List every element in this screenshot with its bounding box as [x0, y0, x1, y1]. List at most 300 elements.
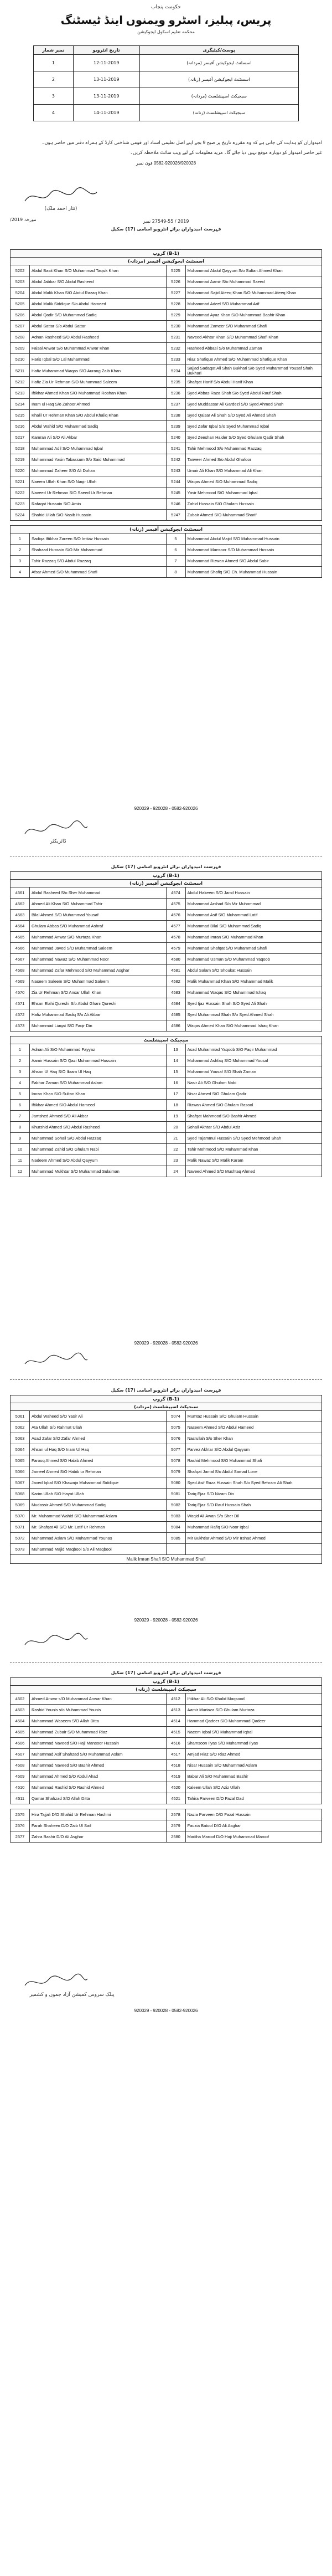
sub-category-label: اسسٹنٹ ایجوکیشن آفیسر (زنانہ)	[10, 525, 322, 533]
notice-ref	[10, 219, 322, 232]
candidate-row	[11, 1716, 322, 1727]
roll-number: 5206	[11, 310, 30, 321]
candidate-name: Nazia Parveen D/O Fazal Hussain	[185, 1809, 322, 1820]
candidate-name: Parvez Akhtar S/O Abdul Qayyum	[185, 1444, 322, 1455]
candidate-name: Umair Ali Khan S/O Muhammad Ali Khan	[185, 465, 322, 476]
roll-number: 4562	[11, 899, 30, 910]
roll-number: 5217	[11, 432, 30, 443]
candidate-name: Abdul Rasheed S/o Sher Muhammad	[30, 887, 167, 899]
group-label: (B-1) گروپ	[10, 871, 322, 879]
category-label: سبجیکٹ اسپیشلسٹ (زنانہ)	[10, 1685, 322, 1693]
candidate-name: Muhammad Imran S/O Muhammad Khan	[185, 932, 322, 943]
roll-number: 3	[11, 556, 30, 567]
roll-number: 5230	[166, 321, 185, 332]
roll-number: 5075	[166, 1422, 185, 1433]
candidate-row	[11, 932, 322, 943]
roll-number: 4565	[11, 932, 30, 943]
candidate-name: Naseem Ahmed S/O Abdul Hameed	[185, 1422, 322, 1433]
roll-number: 4569	[11, 976, 30, 987]
schedule-no: 1	[34, 55, 74, 71]
candidate-row	[11, 1771, 322, 1782]
roll-number: 5077	[166, 1444, 185, 1455]
candidate-name: Tahira Parveen D/O Fazal Dad	[185, 1793, 322, 1804]
candidate-name	[185, 1544, 322, 1555]
schedule-row	[34, 105, 299, 121]
schedule-date: 14-11-2019	[73, 105, 139, 121]
schedule-row	[34, 71, 299, 88]
roll-number: 4514	[166, 1716, 185, 1727]
roll-number: 13	[166, 1044, 185, 1055]
candidate-name: Ahsan ul Haq S/O Inam Ul Haq	[30, 1444, 167, 1455]
roll-number: 5235	[166, 377, 185, 388]
candidate-row	[11, 1433, 322, 1444]
roll-number: 4506	[11, 1738, 30, 1749]
candidate-name: Syed Qaisar Ali Shah S/O Syed Ali Ahmed Shah	[185, 410, 322, 421]
roll-number: 4576	[166, 910, 185, 921]
roll-number: 4586	[166, 1020, 185, 1032]
candidate-name: Muhammad Asif Shahzad S/O Muhammad Aslam	[30, 1749, 167, 1760]
roll-number: 4515	[166, 1727, 185, 1738]
candidate-name: Muhammad Mukhtar S/O Muhammad Sulaiman	[30, 1166, 167, 1177]
candidate-name: Syed Zafar Iqbal S/o Syed Muhammad Iqbal	[185, 421, 322, 432]
candidate-row	[11, 1411, 322, 1422]
candidate-name: Iftikhar Ahmed S/O Abdul Hameed	[30, 1100, 167, 1111]
roll-number: 4509	[11, 1771, 30, 1782]
signature-designation: ڈائریکٹر	[50, 839, 66, 844]
candidate-row	[11, 454, 322, 465]
candidate-name: Muhammad Bilal S/O Muhammad Sadiq	[185, 921, 322, 932]
candidate-row	[11, 276, 322, 288]
candidate-row	[11, 545, 322, 556]
sub-title: محکمہ تعلیم اسکول ایجوکیشن	[137, 29, 195, 34]
roll-number: 5071	[11, 1522, 30, 1533]
roll-number: 5068	[11, 1489, 30, 1500]
candidate-name: Mudassir Ahmed S/O Muhammad Sadiq	[30, 1500, 167, 1511]
candidate-name: Waqas Ahmed Khan S/O Muhammad Ishaq Khan	[185, 1020, 322, 1032]
schedule-post: سبجیکٹ اسپیشلسٹ (زنانہ)	[139, 105, 298, 121]
candidate-row	[11, 1793, 322, 1804]
schedule-post: اسسٹنٹ ایجوکیشن آفیسر (زنانہ)	[139, 71, 298, 88]
candidate-row	[11, 1444, 322, 1455]
candidate-name: Yasir Mehmood S/O Muhammad Iqbal	[185, 488, 322, 499]
schedule-post: اسسٹنٹ ایجوکیشن آفیسر (مردانہ)	[139, 55, 298, 71]
roll-number: 5246	[166, 499, 185, 510]
schedule-date: 12-11-2019	[73, 55, 139, 71]
candidate-name: Tanveer Ahmed S/o Abdul Ghafoor	[185, 454, 322, 465]
schedule-no: 2	[34, 71, 74, 88]
roll-number: 10	[11, 1144, 30, 1155]
notice-body	[10, 138, 322, 166]
candidate-name: Sajjad Sadaqat Ali Shah Bukhari S/o Syed Muhammad Yousaf Shah Bukhari	[185, 365, 322, 377]
candidate-name: Abdul Sattar S/o Abdul Sattar	[30, 321, 167, 332]
candidate-name: Kaleem Ullah S/O Aziz Ullah	[185, 1782, 322, 1793]
roll-number: 5232	[166, 343, 185, 354]
candidate-name: Abdul Qadir S/O Muhammad Sadiq	[30, 310, 167, 321]
roll-number: 4574	[166, 887, 185, 899]
candidate-name: Shafqat Hanif S/o Abdul Hanif Khan	[185, 377, 322, 388]
candidate-row	[11, 533, 322, 545]
roll-number: 5082	[166, 1500, 185, 1511]
roll-number: 5072	[11, 1533, 30, 1544]
candidate-row	[11, 921, 322, 932]
top-label: حکومت پنجاب	[151, 4, 181, 10]
group-label: (B-1) گروپ	[10, 249, 322, 257]
roll-number: 4517	[166, 1749, 185, 1760]
candidate-name: Muhammad Aamir S/o Muhammad Saeed	[185, 276, 322, 288]
roll-number: 5204	[11, 288, 30, 299]
roll-number: 4508	[11, 1760, 30, 1771]
roll-number: 5209	[11, 343, 30, 354]
candidate-row	[11, 1782, 322, 1793]
candidate-name: Muhammad Zubair S/O Muhammad Riaz	[30, 1727, 167, 1738]
candidate-name: Asad Muhammad Yaqoob S/O Faqir Muhammad	[185, 1044, 322, 1055]
roll-number	[166, 1544, 185, 1555]
roll-number: 4585	[166, 1009, 185, 1020]
candidate-name: Tariq Ejaz S/O Rauf Hussain Shah	[185, 1500, 322, 1511]
roll-number: 4511	[11, 1793, 30, 1804]
roll-number: 4503	[11, 1705, 30, 1716]
roll-number: 5063	[11, 1433, 30, 1444]
roll-number: 5064	[11, 1444, 30, 1455]
roll-number: 4584	[166, 998, 185, 1009]
candidate-row	[11, 1122, 322, 1133]
candidate-name: Muhammad Asif S/O Muhammad Latif	[185, 910, 322, 921]
candidate-row	[11, 499, 322, 510]
roll-number: 5081	[166, 1489, 185, 1500]
footer-phone: 0582-920026 - 920028 - 920029	[134, 1341, 198, 1346]
roll-number: 2	[11, 1055, 30, 1066]
signature-scribble	[22, 1972, 89, 1992]
candidate-row	[11, 1009, 322, 1020]
signature-scribble	[22, 820, 89, 840]
roll-number: 5226	[166, 276, 185, 288]
candidate-name: Mr. Shafqat Ali S/O Mr. Latif Ur Rehman	[30, 1522, 167, 1533]
contact-line: 0582-920026/920028 فون نمبر	[136, 161, 196, 166]
schedule-no: 3	[34, 88, 74, 105]
candidate-row	[11, 556, 322, 567]
candidate-row	[11, 310, 322, 321]
candidate-name: Ata Ullah S/o Rahmat Ullah	[30, 1422, 167, 1433]
candidate-name: Muhammad Rashid S/O Rashid Ahmed	[30, 1782, 167, 1793]
schedule-table-wrap	[33, 45, 299, 121]
candidate-row	[11, 899, 322, 910]
roll-number: 4561	[11, 887, 30, 899]
candidate-subtable	[10, 1044, 322, 1177]
candidate-row	[11, 388, 322, 399]
candidate-name: Rashid Younis s/o Muhammad Younis	[30, 1705, 167, 1716]
roll-number: 5244	[166, 476, 185, 488]
roll-number: 5221	[11, 476, 30, 488]
candidate-row	[11, 377, 322, 388]
roll-number: 4581	[166, 965, 185, 976]
candidate-row	[11, 354, 322, 365]
candidate-row	[11, 1477, 322, 1489]
candidate-name: Amjad Riaz S/O Riaz Ahmed	[185, 1749, 322, 1760]
roll-number: 5224	[11, 510, 30, 521]
candidate-subtable	[10, 533, 322, 578]
candidate-row	[11, 1511, 322, 1522]
candidate-name: Zahid Hussain S/O Ghulam Hussain	[185, 499, 322, 510]
roll-number: 5227	[166, 288, 185, 299]
candidate-name: Muhammad Yasin Tabassum S/o Said Muhammad	[30, 454, 167, 465]
roll-number: 5067	[11, 1477, 30, 1489]
notice-number: 2019 / 27549-55 نمبر	[143, 219, 189, 224]
candidate-row	[11, 567, 322, 578]
candidate-name: Muhammad Adil S/O Muhammad Iqbal	[30, 443, 167, 454]
roll-number: 16	[166, 1077, 185, 1089]
candidate-row	[11, 332, 322, 343]
schedule-post: سبجیکٹ اسپیشلسٹ (مردانہ)	[139, 88, 298, 105]
roll-number: 1	[11, 1044, 30, 1055]
roll-number: 5219	[11, 454, 30, 465]
candidate-table	[10, 265, 322, 521]
candidate-row	[11, 1020, 322, 1032]
candidate-row	[11, 343, 322, 354]
candidate-name: Naeem Ullah Khan S/O Naqir Ullah	[30, 476, 167, 488]
roll-number: 5223	[11, 499, 30, 510]
roll-number: 4567	[11, 954, 30, 965]
roll-number: 21	[166, 1133, 185, 1144]
candidate-name: Abdul Hakeem S/O Jamil Hussain	[185, 887, 322, 899]
group-label: (B-1) گروپ	[10, 1677, 322, 1685]
roll-number: 4582	[166, 976, 185, 987]
roll-number: 5061	[11, 1411, 30, 1422]
candidate-name: Abdul Basit Khan S/O Muhammad Taqsik Khan	[30, 265, 167, 276]
candidate-row	[11, 1760, 322, 1771]
candidate-name: Hafiz Muhammad Waqas S/O Aurang Zaib Khan	[30, 365, 167, 377]
roll-number: 4516	[166, 1738, 185, 1749]
roll-number: 5085	[166, 1533, 185, 1544]
candidate-row	[11, 1489, 322, 1500]
roll-number: 4510	[11, 1782, 30, 1793]
candidate-name: Malik Muhammad Khan S/O Muhammad Malik	[185, 976, 322, 987]
candidate-row	[11, 288, 322, 299]
roll-number: 5207	[11, 321, 30, 332]
roll-number: 7	[166, 556, 185, 567]
roll-number: 14	[166, 1055, 185, 1066]
list-intro: فہرست امیدواران برائے انٹرویو اسامی (17) سکیل	[111, 1670, 221, 1675]
roll-number: 5220	[11, 465, 30, 476]
candidate-name: Nasrullah S/o Sher Khan	[185, 1433, 322, 1444]
roll-number: 5076	[166, 1433, 185, 1444]
candidate-row	[11, 1820, 322, 1831]
signature-scribble	[22, 1631, 89, 1651]
candidate-name: Muhammad Zaheer S/O Ali Dohan	[30, 465, 167, 476]
candidate-row	[11, 1044, 322, 1055]
candidate-name: Mr. Muhammad Wahid S/O Muhammad Aslam	[30, 1511, 167, 1522]
candidate-name: Fakhar Zaman S/O Muhammad Aslam	[30, 1077, 167, 1089]
roll-number: 5210	[11, 354, 30, 365]
roll-number: 22	[166, 1144, 185, 1155]
candidate-name: Muhammad Shafiq S/O Ch. Muhammad Hussain	[185, 567, 322, 578]
candidate-name: Adnan Ali S/O Muhammad Fayyaz	[30, 1044, 167, 1055]
candidate-name: Nasir Ali S/O Ghulam Nabi	[185, 1077, 322, 1089]
candidate-name: Nisar Hussain S/O Muhammad Aslam	[185, 1760, 322, 1771]
candidate-name: Nisar Ahmed S/O Ghulam Qadir	[185, 1089, 322, 1100]
roll-number: 5070	[11, 1511, 30, 1522]
candidate-name: Bilal Ahmed S/O Muhammad Yousaf	[30, 910, 167, 921]
footer-phone: 0582-920026 - 920028 - 920029	[134, 806, 198, 811]
roll-number: 4507	[11, 1749, 30, 1760]
roll-number: 2579	[166, 1820, 185, 1831]
candidate-name: Syed Asif Raza Hussain Shah S/o Syed Behram Ali Shah	[185, 1477, 322, 1489]
roll-number: 5079	[166, 1466, 185, 1477]
candidate-name: Shamsoon Ilyas S/O Muhammad Ilyas	[185, 1738, 322, 1749]
candidate-name: Syed Zeeshan Haider S/O Syed Ghulam Qadir Shah	[185, 432, 322, 443]
roll-number: 8	[11, 1122, 30, 1133]
candidate-name: Syed Ijaz Hussain Shah S/O Syed Ali Shah	[185, 998, 322, 1009]
roll-number: 5222	[11, 488, 30, 499]
candidate-name: Muhammad Usman S/O Muhammad Yaqoob	[185, 954, 322, 965]
schedule-date: 13-11-2019	[73, 71, 139, 88]
candidate-name: Syed Abbas Raza Shah S/o Syed Abdul Rauf Shah	[185, 388, 322, 399]
roll-number: 12	[11, 1166, 30, 1177]
roll-number: 4570	[11, 987, 30, 998]
candidate-list-1	[10, 249, 322, 578]
candidate-name: Abdul Salam S/O Shoukat Hussain	[185, 965, 322, 976]
group-label: (B-1) گروپ	[10, 1395, 322, 1403]
candidate-row	[11, 965, 322, 976]
candidate-name: Muhammad Ashfaq S/O Muhammad Yousaf	[185, 1055, 322, 1066]
roll-number: 5247	[166, 510, 185, 521]
roll-number: 4579	[166, 943, 185, 954]
candidate-row	[11, 399, 322, 410]
roll-number: 5084	[166, 1522, 185, 1533]
candidate-name: Farooq Ahmed S/O Habib Ahmed	[30, 1455, 167, 1466]
roll-number: 20	[166, 1122, 185, 1133]
candidate-name: Muhammad Shafqat S/O Muhammad Shafi	[185, 943, 322, 954]
roll-number: 2	[11, 545, 30, 556]
candidate-row	[11, 1144, 322, 1155]
roll-number: 5243	[166, 465, 185, 476]
candidate-name: Sadiqa Iftikhar Zareen S/O Imtiaz Hussain	[30, 533, 167, 545]
roll-number: 4520	[166, 1782, 185, 1793]
roll-number: 18	[166, 1100, 185, 1111]
candidate-name: Muhammad Adeel S/O Muhammad Arif	[185, 299, 322, 310]
candidate-row	[11, 321, 322, 332]
candidate-name: Tahir Mehmood S/O Muhammad Khan	[185, 1144, 322, 1155]
document-title: پریس، پبلیز، اسٹرو ویمنوں اینڈ ٹیسٹنگ	[60, 14, 272, 27]
roll-number: 5065	[11, 1455, 30, 1466]
candidate-name: Syed Muhammad Shah S/o Syed Ahmed Shah	[185, 1009, 322, 1020]
candidate-list-3	[10, 1388, 322, 1564]
candidate-row	[11, 998, 322, 1009]
roll-number: 15	[166, 1066, 185, 1077]
candidate-row	[11, 1455, 322, 1466]
candidate-name: Ahmed Ali Khan S/O Muhammad Tahir	[30, 899, 167, 910]
candidate-name: Tariq Ejaz S/O Nizam Din	[185, 1489, 322, 1500]
roll-number: 5069	[11, 1500, 30, 1511]
footer-phone: 0582-920026 - 920028 - 920029	[134, 1618, 198, 1623]
candidate-row	[11, 421, 322, 432]
roll-number: 6	[11, 1100, 30, 1111]
schedule-header-row	[34, 46, 299, 55]
candidate-row	[11, 1738, 322, 1749]
candidate-name: Muhammad Sohail S/O Abdul Razzaq	[30, 1133, 167, 1144]
candidate-row	[11, 954, 322, 965]
candidate-row	[11, 1522, 322, 1533]
candidate-name: Muhammad Mansoor S/O Muhammad Hussain	[185, 545, 322, 556]
candidate-name: Muhammad Nawaz S/O Muhammad Noor	[30, 954, 167, 965]
candidate-row	[11, 943, 322, 954]
candidate-name: Mumtaz Hussain S/O Ghulam Hussain	[185, 1411, 322, 1422]
roll-number: 5229	[166, 310, 185, 321]
roll-number: 5225	[166, 265, 185, 276]
candidate-name: Rasheed Abbasi S/o Muhammad Zaman	[185, 343, 322, 354]
roll-number: 2577	[11, 1831, 30, 1843]
candidate-name: Inam ul Haq S/o Zahoor Ahmed	[30, 399, 167, 410]
roll-number: 4504	[11, 1716, 30, 1727]
schedule-col-post: پوسٹ/کیٹیگری	[139, 46, 298, 55]
candidate-name: Zahra Bashir D/O Ali Asghar	[30, 1831, 167, 1843]
roll-number: 5242	[166, 454, 185, 465]
candidate-name: Shahzad Hussain S/O Mir Muhammad	[30, 545, 167, 556]
candidate-table	[10, 1410, 322, 1555]
candidate-row	[11, 1166, 322, 1177]
roll-number: 3	[11, 1066, 30, 1077]
candidate-name: Abdul Malik Siddique S/o Abdul Hameed	[30, 299, 167, 310]
roll-number: 5216	[11, 421, 30, 432]
candidate-row	[11, 476, 322, 488]
candidate-name: Shafqat Mahmood S/O Bashir Ahmed	[185, 1111, 322, 1122]
roll-number: 5213	[11, 388, 30, 399]
candidate-name: Syed Tajammul Hussain S/O Syed Mehmood Shah	[185, 1133, 322, 1144]
candidate-row	[11, 410, 322, 421]
candidate-name: Zia Ur Rehman S/O Ansar Ullah Khan	[30, 987, 167, 998]
candidate-row	[11, 1422, 322, 1433]
candidate-name: Naseem Saleem S/O Muhammad Saleem	[30, 976, 167, 987]
candidate-name: Naeem Iqbal S/O Muhammad Iqbal	[185, 1727, 322, 1738]
roll-number: 5214	[11, 399, 30, 410]
candidate-name: Muhammad Naveed S/O Haji Mansoor Hussain	[30, 1738, 167, 1749]
candidate-name: Mir Bukhtiar Ahmed S/O Mir Irshad Ahmed	[185, 1533, 322, 1544]
list-intro: فہرست امیدواران برائے انٹرویو اسامی (17) سکیل	[111, 1388, 221, 1393]
candidate-name: Karim Ullah S/O Hayat Ullah	[30, 1489, 167, 1500]
signature-scribble	[22, 1352, 89, 1372]
roll-number: 5238	[166, 410, 185, 421]
roll-number: 23	[166, 1155, 185, 1166]
candidate-row	[11, 299, 322, 310]
candidate-name: Abdul Wahid S/O Muhammad Sadiq	[30, 421, 167, 432]
roll-number: 6	[166, 545, 185, 556]
candidate-name: Qamar Shahzad S/O Allah Ditta	[30, 1793, 167, 1804]
candidate-name: Shahid Ullah S/O Nasib Hussain	[30, 510, 167, 521]
roll-number: 2576	[11, 1820, 30, 1831]
candidate-row	[11, 1749, 322, 1760]
roll-number: 4512	[166, 1694, 185, 1705]
roll-number: 17	[166, 1089, 185, 1100]
roll-number: 4583	[166, 987, 185, 998]
candidate-name: Tahir Mehmood S/o Muhammad Razzaq	[185, 443, 322, 454]
roll-number: 5239	[166, 421, 185, 432]
candidate-name: Naveed Akhtar Khan S/O Muhammad Shafi Khan	[185, 332, 322, 343]
candidate-name: Aamir Murtaza S/O Ghulam Murtaza	[185, 1705, 322, 1716]
roll-number: 4575	[166, 899, 185, 910]
candidate-row	[11, 1133, 322, 1144]
candidate-name: Abdul Jabbar S/O Abdul Rasheed	[30, 276, 167, 288]
roll-number: 8	[166, 567, 185, 578]
roll-number: 4578	[166, 932, 185, 943]
candidate-name: Adnan Rasheed S/O Abdul Rasheed	[30, 332, 167, 343]
roll-number: 4572	[11, 1009, 30, 1020]
candidate-name: Naveed Ur Rehman S/O Saeed Ur Rehman	[30, 488, 167, 499]
category-label: اسسٹنٹ ایجوکیشن آفیسر (مردانہ)	[10, 257, 322, 265]
candidate-name: Ahmed Anwar s/O Muhammad Anwar Khan	[30, 1694, 167, 1705]
candidate-row	[11, 1055, 322, 1066]
candidate-row	[11, 1727, 322, 1738]
candidate-row	[11, 432, 322, 443]
roll-number: 5215	[11, 410, 30, 421]
